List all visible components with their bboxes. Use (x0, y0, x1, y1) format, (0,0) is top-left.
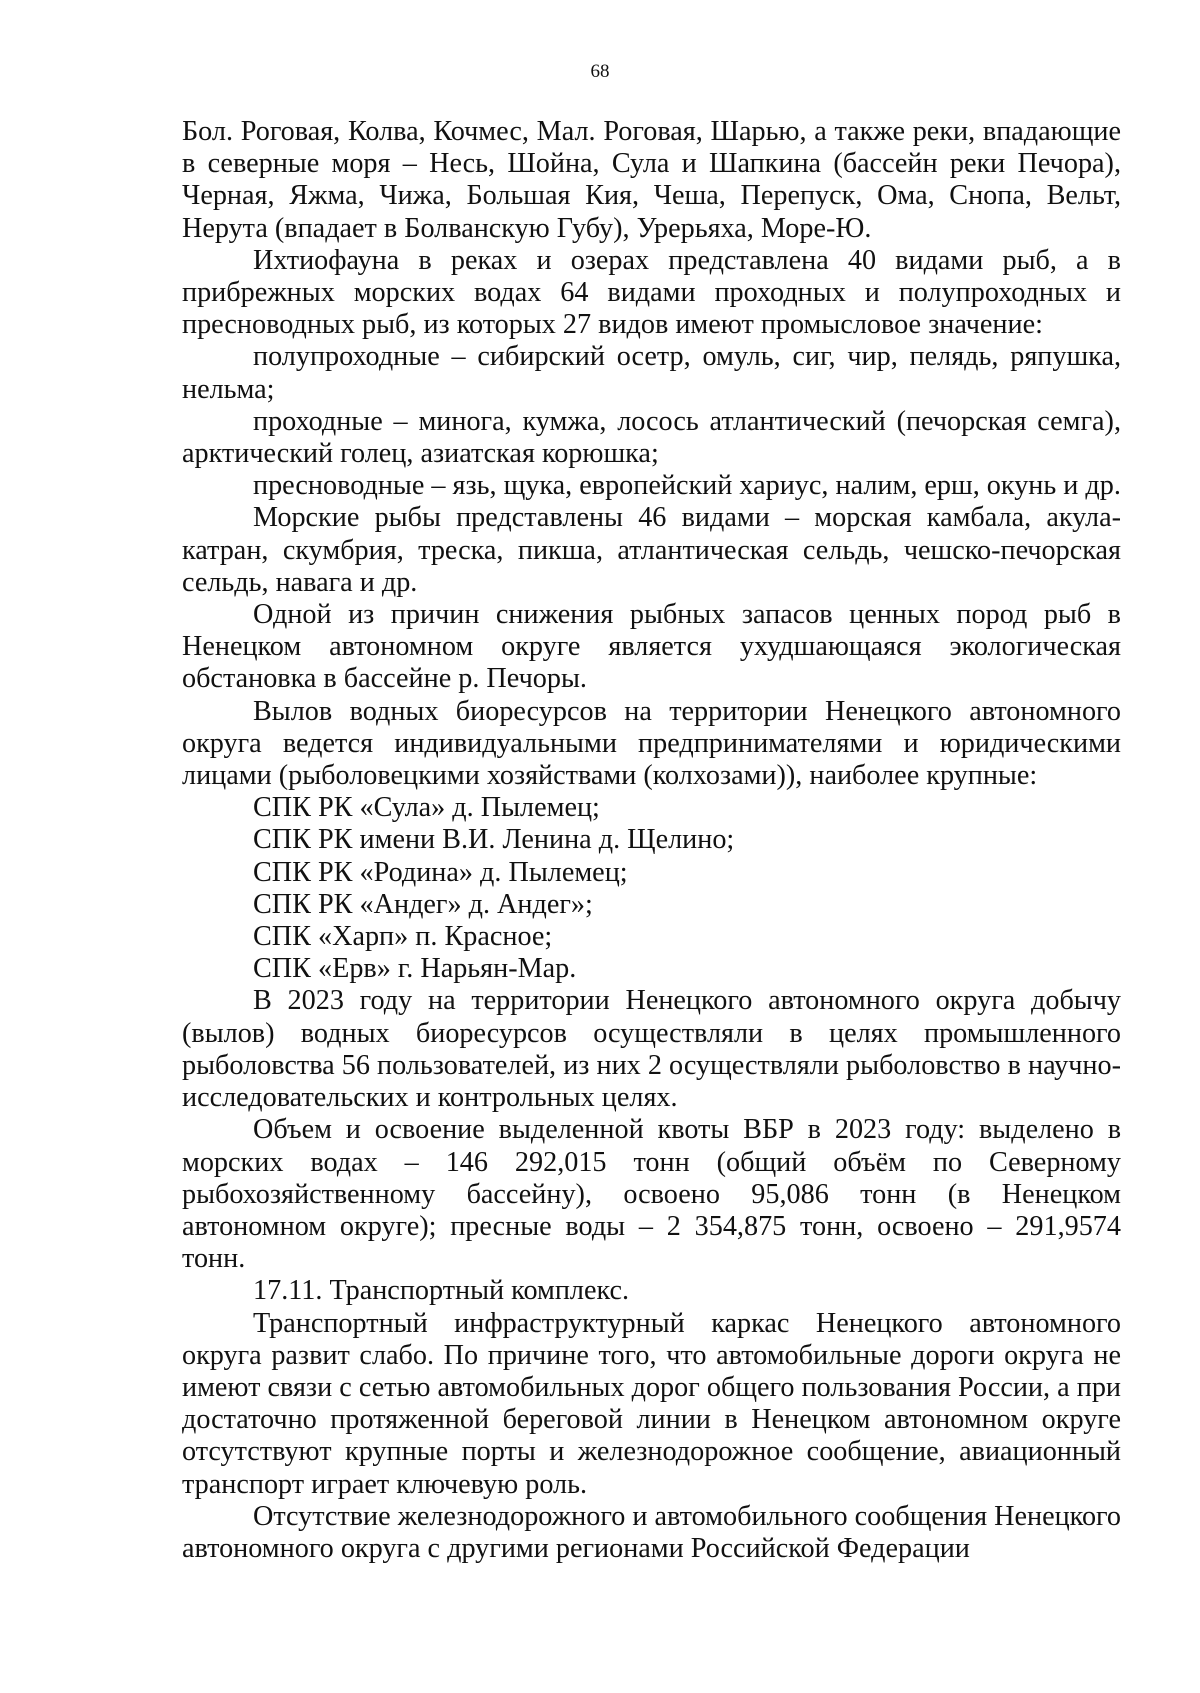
list-item-spk-harp: СПК «Харп» п. Красное; (253, 921, 553, 953)
paragraph-semi-anadromous: полупроходные – сибирский осетр, омуль, сиг, чир, пелядь, ряпушка, нельма; (182, 341, 1121, 405)
section-heading-transport: 17.11. Транспортный комплекс. (253, 1275, 630, 1307)
list-item-spk-sula: СПК РК «Сула» д. Пылемец; (253, 792, 600, 824)
paragraph-transport-framework: Транспортный инфраструктурный каркас Ненецкого автономного округа развит слабо. По причине того, что автомобильные дороги округа не имеют связи с сетью автомобильных дорог общего пользования России, а при достаточно протяженной береговой линии в Ненецком автономном округе отсутствуют крупные порты и железнодорожное сообщение, авиационный транспорт играет ключевую роль. (182, 1307, 1121, 1500)
paragraph-anadromous: проходные – минога, кумжа, лосось атлантический (печорская семга), арктический голец, азиатская корюшка; (182, 405, 1121, 470)
paragraph-catch-organizations: Вылов водных биоресурсов на территории Ненецкого автономного округа ведется индивидуальными предпринимателями и юридическими лицами (рыболовецкими хозяйствами (колхозами)), наиболее крупные: (182, 695, 1121, 792)
paragraph-stock-decline: Одной из причин снижения рыбных запасов ценных пород рыб в Ненецком автономном округе является ухудшающаяся экологическая обстановка в бассейне р. Печоры. (182, 599, 1121, 695)
paragraph-no-rail-road: Отсутствие железнодорожного и автомобильного сообщения Ненецкого автономного округа с другими регионами Российской Федерации (182, 1500, 1121, 1564)
paragraph-marine-fish: Морские рыбы представлены 46 видами – морская камбала, акула-катран, скумбрия, треска, пикша, атлантическая сельдь, чешско-печорская сельдь, навага и др. (182, 502, 1121, 598)
paragraph-ichthyofauna: Ихтиофауна в реках и озерах представлена 40 видами рыб, а в прибрежных морских водах 64 видами проходных и полупроходных и пресноводных рыб, из которых 27 видов имеют промысловое значение: (182, 244, 1121, 341)
document-body (182, 116, 1121, 1565)
paragraph-freshwater: пресноводные – язь, щука, европейский хариус, налим, ерш, окунь и др. (253, 470, 1121, 502)
list-item-spk-lenin: СПК РК имени В.И. Ленина д. Щелино; (253, 824, 735, 856)
page-number: 68 (590, 61, 610, 82)
list-item-spk-erv: СПК «Ерв» г. Нарьян-Мар. (253, 953, 577, 985)
list-item-spk-andeg: СПК РК «Андег» д. Андег»; (253, 888, 593, 920)
paragraph-quota: Объем и освоение выделенной квоты ВБР в 2023 году: выделено в морских водах – 146 292,015 тонн (общий объём по Северному рыбохозяйственному бассейну), освоено 95,086 тонн (в Ненецком автономном округе); пресные воды – 2 354,875 тонн, освоено – 291,9574 тонн. (182, 1114, 1121, 1275)
paragraph-2023-users: В 2023 году на территории Ненецкого автономного округа добычу (вылов) водных биоресурсов осуществляли в целях промышленного рыболовства 56 пользователей, из них 2 осуществляли рыболовство в научно-исследовательских и контрольных целях. (182, 985, 1121, 1114)
list-item-spk-rodina: СПК РК «Родина» д. Пылемец; (253, 856, 628, 888)
paragraph-rivers-continued: Бол. Роговая, Колва, Кочмес, Мал. Роговая, Шарью, а также реки, впадающие в северные моря – Несь, Шойна, Сула и Шапкина (бассейн реки Печора), Черная, Яжма, Чижа, Большая Кия, Чеша, Перепуск, Ома, Снопа, Вельт, Нерута (впадает в Болванскую Губу), Урерьяха, Море-Ю. (182, 116, 1121, 244)
